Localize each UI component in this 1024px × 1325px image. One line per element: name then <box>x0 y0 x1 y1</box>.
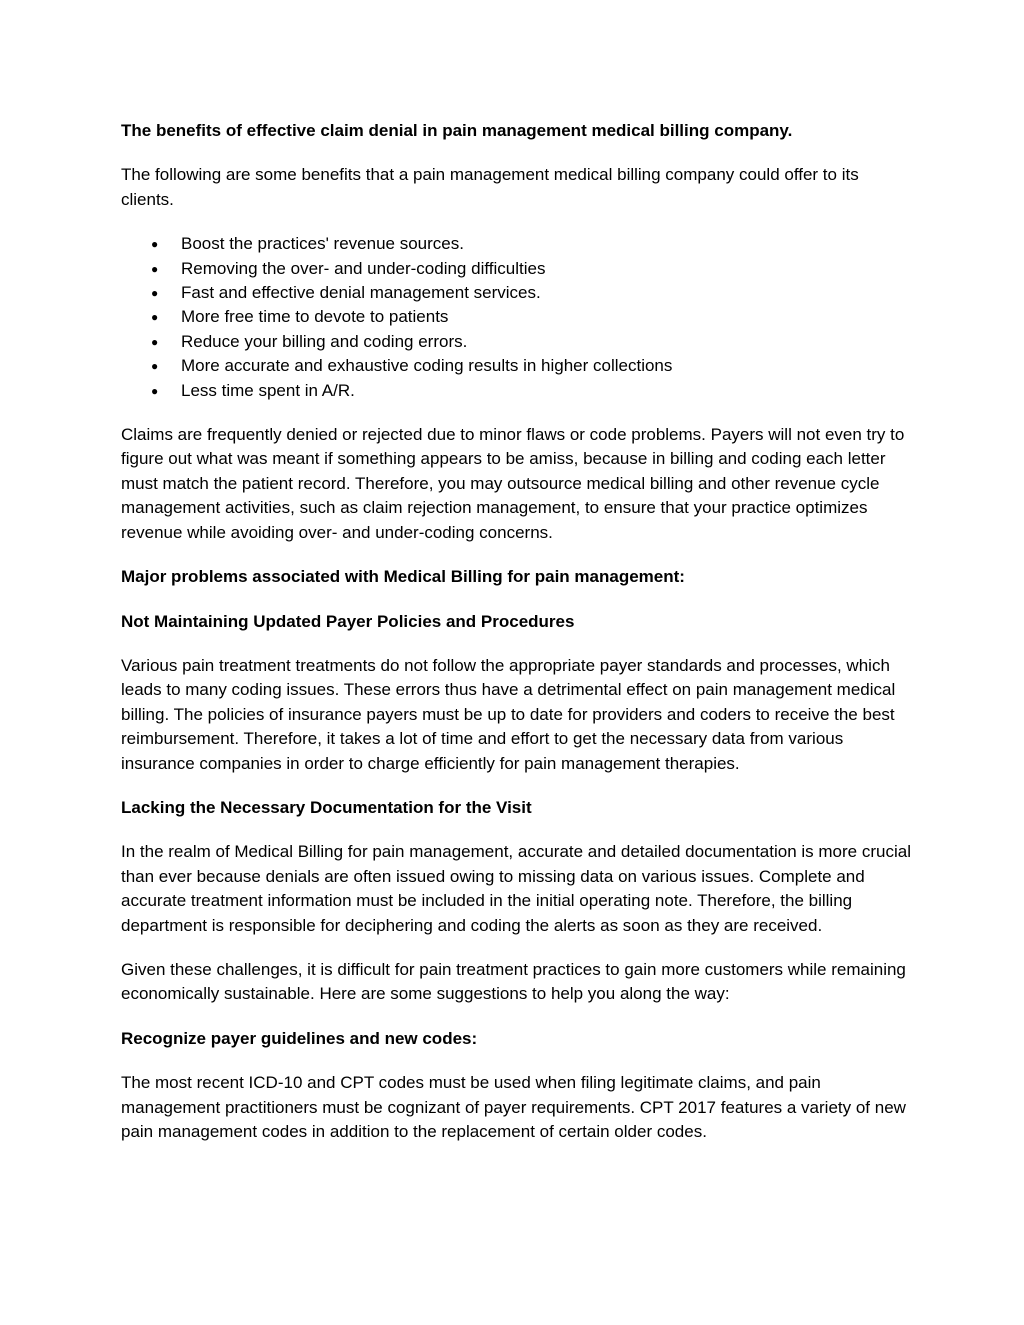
bullet-icon: ● <box>151 334 159 349</box>
claims-paragraph: Claims are frequently denied or rejected due to minor flaws or code problems. Payers will not even try to figure out what was meant if something appears to be amiss, because in billing and coding each letter must match the patient record. Therefore, you may outsource medical billing and other revenue cycle management activities, such as claim rejection management, to ensure that your practice optimizes revenue while avoiding over- and under-coding concerns. <box>121 425 905 542</box>
list-item-text: Removing the over- and under-coding difficulties <box>181 258 546 278</box>
policies-heading: Not Maintaining Updated Payer Policies and Procedures <box>121 611 575 631</box>
challenges-paragraph: Given these challenges, it is difficult for pain treatment practices to gain more customers while remaining economically sustainable. Here are some suggestions to help you along the way: <box>121 959 906 1004</box>
list-item-text: Reduce your billing and coding errors. <box>181 331 468 351</box>
bullet-icon: ● <box>151 383 159 398</box>
document-title: The benefits of effective claim denial in pain management medical billing company. <box>121 121 793 140</box>
list-item <box>121 232 911 256</box>
document-page <box>121 119 911 1164</box>
list-item <box>121 305 911 329</box>
documentation-heading: Lacking the Necessary Documentation for the Visit <box>121 797 532 817</box>
guidelines-paragraph: The most recent ICD-10 and CPT codes must be used when filing legitimate claims, and pain management practitioners must be cognizant of payer requirements. CPT 2017 features a variety of new pain management codes in addition to the replacement of certain older codes. <box>121 1073 906 1141</box>
documentation-paragraph: In the realm of Medical Billing for pain management, accurate and detailed documentation is more crucial than ever because denials are often issued owing to missing data on various issues. Complete and accurate treatment information must be included in the initial operating note. Therefore, the billing department is responsible for deciphering and coding the alerts as soon as they are received. <box>121 842 911 935</box>
bullet-icon: ● <box>151 286 159 301</box>
list-item-text: Less time spent in A/R. <box>181 380 355 400</box>
list-item <box>121 354 911 378</box>
guidelines-heading: Recognize payer guidelines and new codes: <box>121 1028 478 1048</box>
bullet-icon: ● <box>151 359 159 374</box>
list-item <box>121 257 911 281</box>
problems-heading: Major problems associated with Medical Billing for pain management: <box>121 567 685 587</box>
list-item-text: Boost the practices' revenue sources. <box>181 234 464 254</box>
policies-paragraph: Various pain treatment treatments do not follow the appropriate payer standards and processes, which leads to many coding issues. These errors thus have a detrimental effect on pain management medical billing. The policies of insurance payers must be up to date for providers and coders to receive the best reimbursement. Therefore, it takes a lot of time and effort to get the necessary data from various insurance companies in order to charge efficiently for pain management therapies. <box>121 655 896 773</box>
bullet-icon: ● <box>151 310 159 325</box>
benefits-list <box>121 232 911 403</box>
list-item-text: Fast and effective denial management services. <box>181 283 541 303</box>
bullet-icon: ● <box>151 261 159 276</box>
intro-paragraph: The following are some benefits that a pain management medical billing company could offer to its clients. <box>121 165 859 209</box>
list-item-text: More accurate and exhaustive coding results in higher collections <box>181 356 673 376</box>
list-item <box>121 281 911 305</box>
list-item-text: More free time to devote to patients <box>181 307 449 327</box>
bullet-icon: ● <box>151 237 159 252</box>
list-item <box>121 330 911 354</box>
list-item <box>121 379 911 403</box>
